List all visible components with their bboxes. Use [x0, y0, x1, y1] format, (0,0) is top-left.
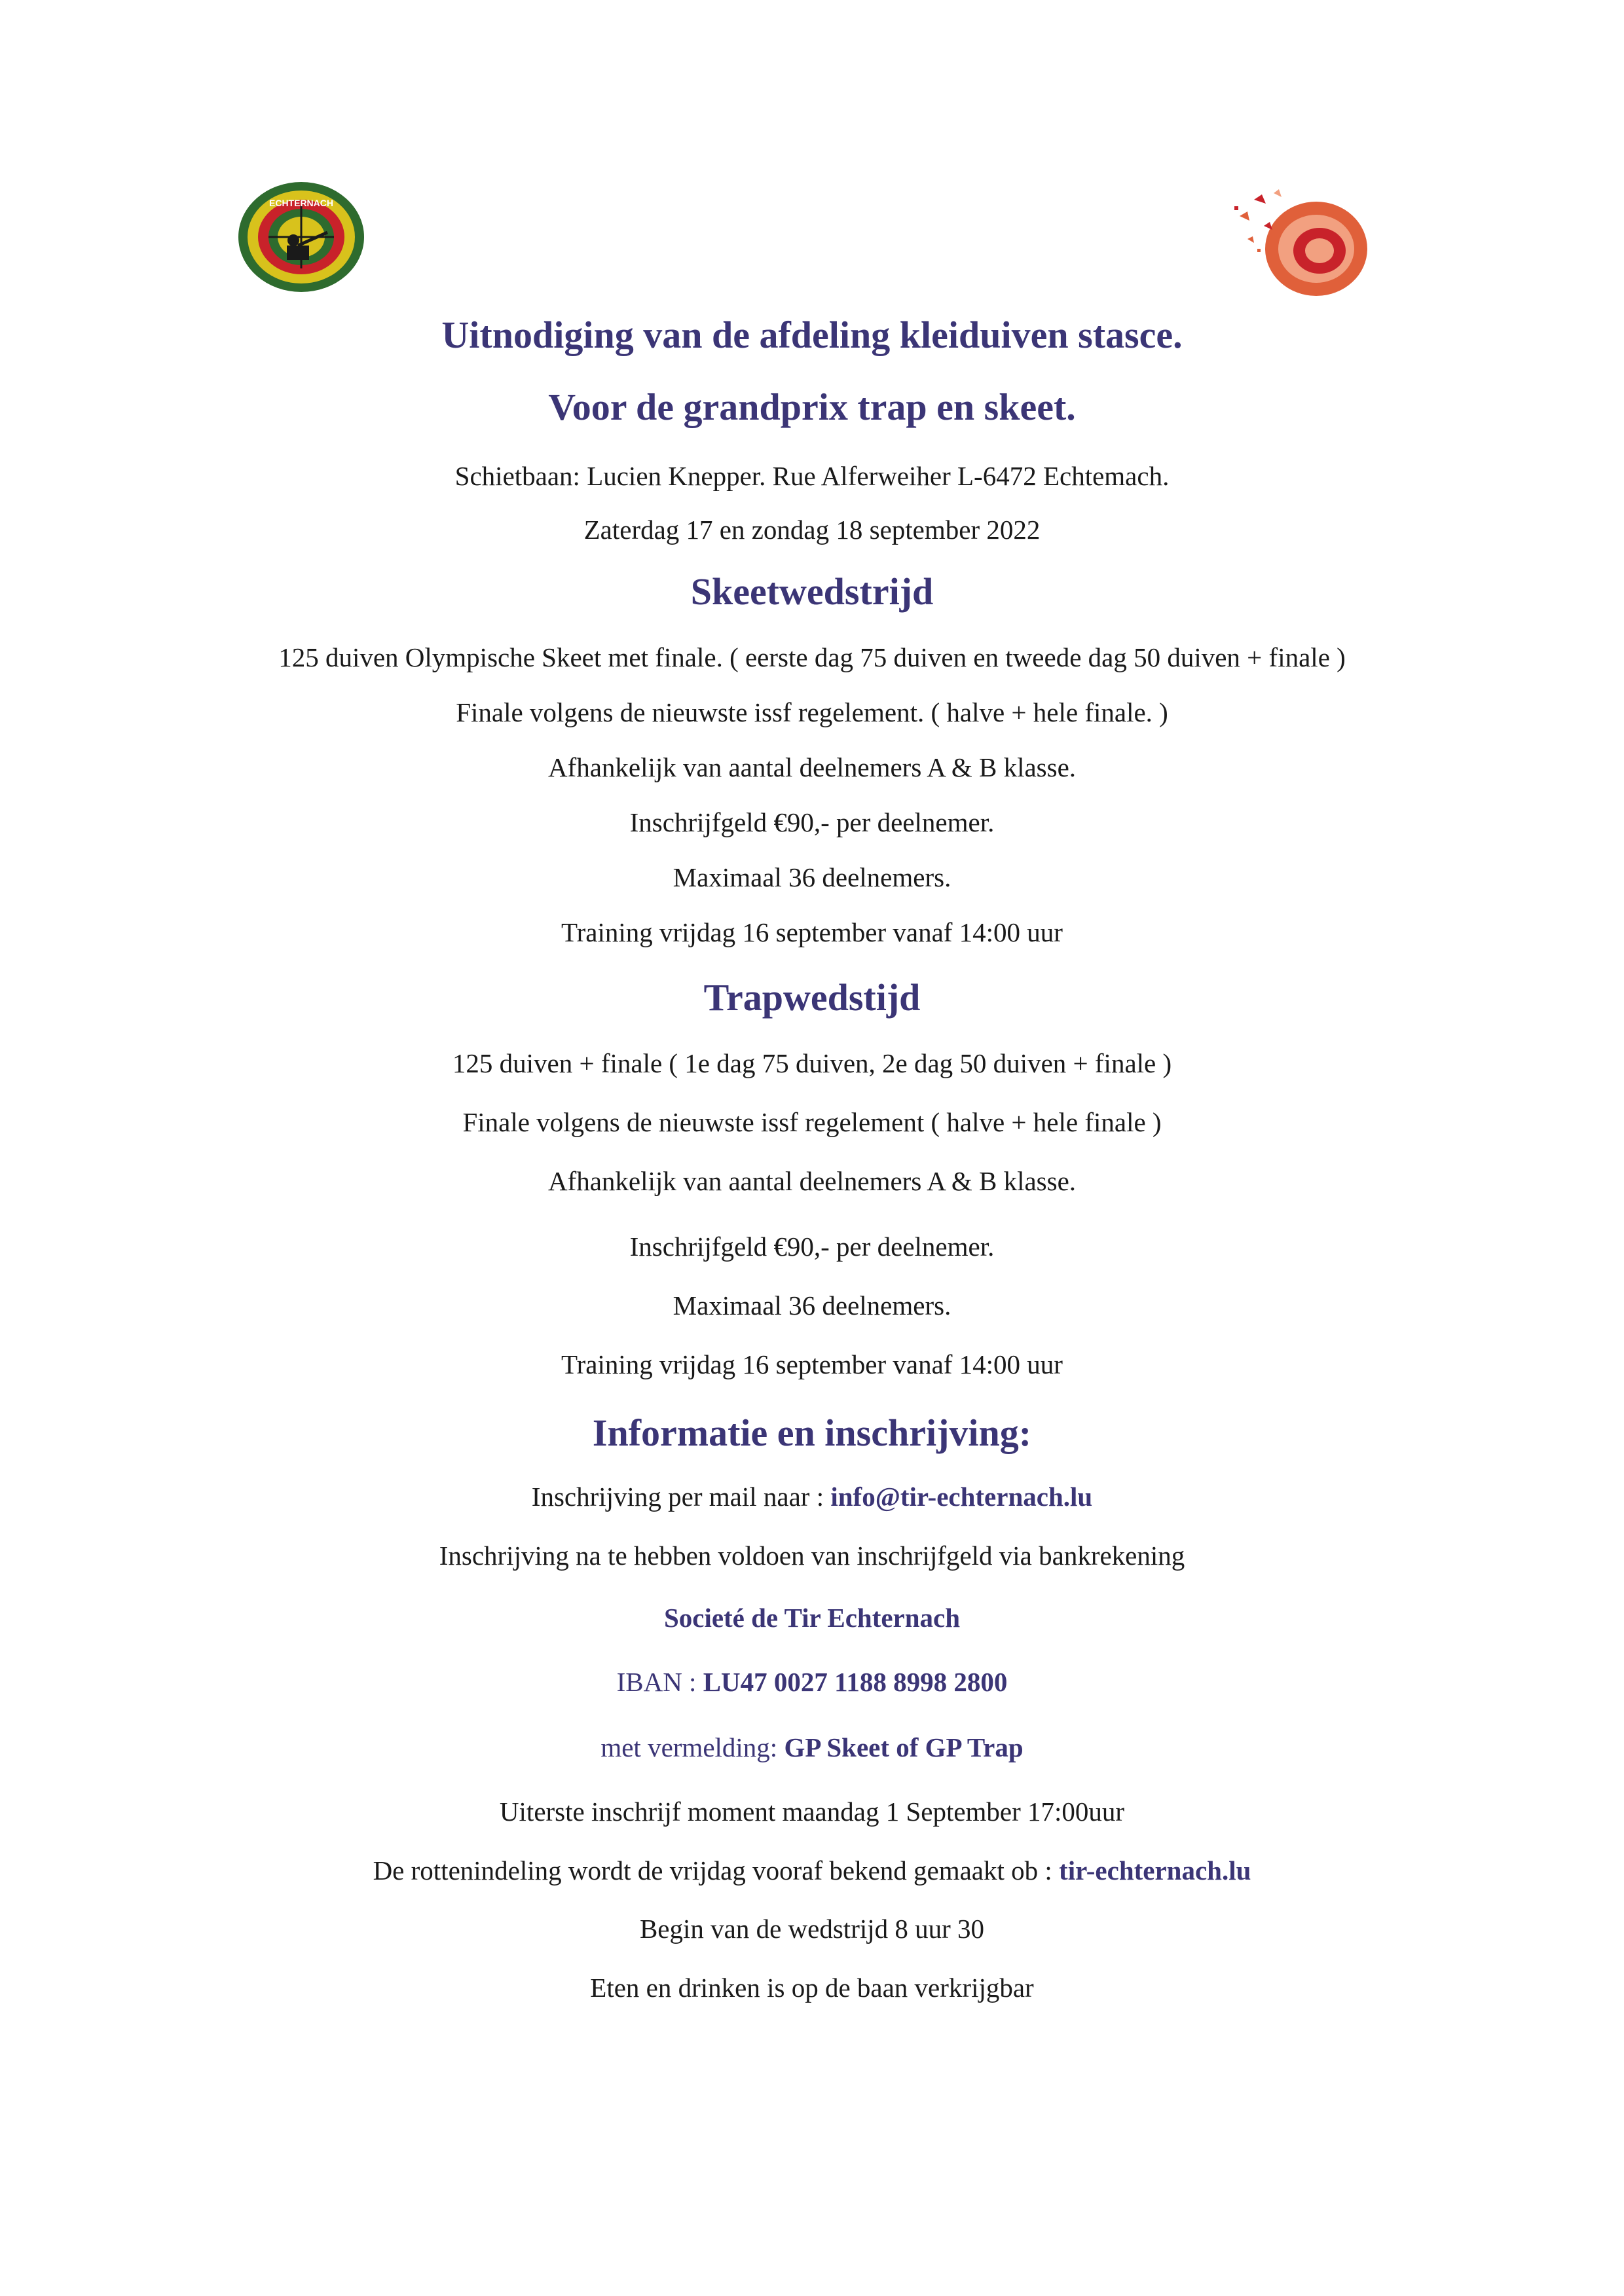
squads-link[interactable]: tir-echternach.lu — [1059, 1855, 1251, 1886]
start-line: Begin van de wedstrijd 8 uur 30 — [639, 1914, 985, 1944]
page-title: Uitnodiging van de afdeling kleiduiven stasce. — [441, 314, 1183, 356]
skeet-line: Finale volgens de nieuwste issf regelement. ( halve + hele finale. ) — [456, 697, 1168, 727]
deadline-line: Uiterste inschrijf moment maandag 1 September 17:00uur — [499, 1796, 1125, 1827]
mention-value: GP Skeet of GP Trap — [784, 1732, 1024, 1762]
trap-line: Maximaal 36 deelnemers. — [673, 1290, 951, 1321]
info-heading: Informatie en inschrijving: — [592, 1412, 1032, 1454]
trap-heading: Trapwedstijd — [703, 976, 921, 1019]
mail-line — [0, 1481, 1624, 1512]
squads-line — [0, 1855, 1624, 1886]
trap-line: Finale volgens de nieuwste issf regelement ( halve + hele finale ) — [462, 1107, 1162, 1137]
skeet-line: 125 duiven Olympische Skeet met finale. ( eerste dag 75 duiven en tweede dag 50 duiven + finale ) — [278, 642, 1346, 672]
venue-text: Schietbaan: Lucien Knepper. Rue Alferweiher L-6472 Echtemach. — [454, 461, 1170, 491]
clay-target-icon — [1228, 180, 1378, 311]
page-subtitle: Voor de grandprix trap en skeet. — [548, 386, 1076, 428]
mail-label: Inschrijving per mail naar : — [531, 1482, 831, 1512]
skeet-heading: Skeetwedstrijd — [690, 570, 934, 613]
skeet-line: Afhankelijk van aantal deelnemers A & B klasse. — [547, 752, 1077, 782]
society-name: Societé de Tir Echternach — [663, 1603, 961, 1633]
mention-label: met vermelding: — [600, 1732, 784, 1762]
mail-link[interactable]: info@tir-echternach.lu — [830, 1482, 1093, 1512]
skeet-line: Maximaal 36 deelnemers. — [673, 862, 951, 892]
skeet-line: Training vrijdag 16 september vanaf 14:00 uur — [561, 917, 1063, 947]
trap-line: Inschrijfgeld €90,- per deelnemer. — [629, 1231, 995, 1262]
club-seal-icon — [236, 180, 367, 295]
iban-line — [0, 1666, 1624, 1698]
iban-value: LU47 0027 1188 8998 2800 — [703, 1667, 1008, 1697]
trap-line: Afhankelijk van aantal deelnemers A & B klasse. — [547, 1166, 1077, 1196]
food-line: Eten en drinken is op de baan verkrijgbar — [590, 1973, 1034, 2003]
mention-line — [0, 1732, 1624, 1763]
squads-label: De rottenindeling wordt de vrijdag vooraf bekend gemaakt ob : — [373, 1855, 1060, 1886]
skeet-line: Inschrijfgeld €90,- per deelnemer. — [629, 807, 995, 837]
bank-line: Inschrijving na te hebben voldoen van inschrijfgeld via bankrekening — [439, 1540, 1185, 1571]
iban-label: IBAN : — [616, 1667, 703, 1697]
svg-text:ECHTERNACH: ECHTERNACH — [269, 198, 333, 208]
trap-line: 125 duiven + finale ( 1e dag 75 duiven, 2e dag 50 duiven + finale ) — [452, 1048, 1172, 1078]
dates-text: Zaterdag 17 en zondag 18 september 2022 — [583, 515, 1041, 545]
trap-line: Training vrijdag 16 september vanaf 14:00 uur — [561, 1349, 1063, 1379]
